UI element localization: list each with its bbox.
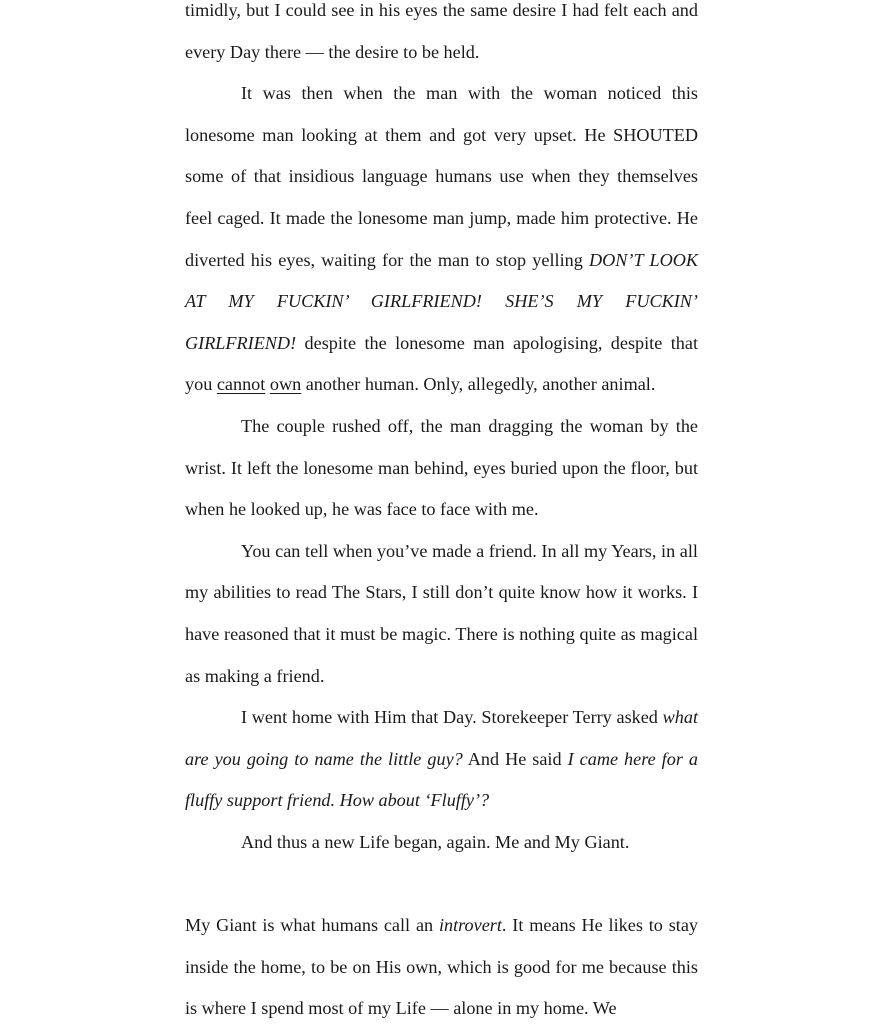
document-page xyxy=(185,0,698,1030)
paragraph-6-text: And thus a new Life began, again. Me and My Giant. xyxy=(241,831,630,852)
paragraph-2 xyxy=(185,73,698,406)
paragraph-1-text: timidly, but I could see in his eyes the same desire I had felt each and every Day there — the desire to be held. xyxy=(185,0,698,62)
underlined-word-cannot: cannot xyxy=(216,374,266,395)
section-break xyxy=(185,863,698,905)
paragraph-2-shout-italic: DON’T LOOK AT MY FUCKIN’ GIRLFRIEND! SHE’S MY FUCKIN’ GIRLFRIEND! xyxy=(185,249,698,353)
paragraph-5-text-a: I went home with Him that Day. Storekeeper Terry asked xyxy=(241,707,663,728)
paragraph-5 xyxy=(185,697,698,822)
paragraph-5-reply-italic: I came here for a fluffy support friend. How about ‘Fluffy’? xyxy=(185,748,698,811)
paragraph-2-text-c: another human. Only, allegedly, another animal. xyxy=(301,374,656,395)
paragraph-2-text-a: It was then when the man with the woman noticed this lonesome man looking at them and got very upset. He SHOUTED some of that insidious language humans use when they themselves feel caged. It made the lonesome man jump, made him protective. He diverted his eyes, waiting for the man to stop yelling xyxy=(185,83,698,270)
paragraph-3 xyxy=(185,406,698,531)
paragraph-7-text-b: . It means He likes to stay inside the home, to be on His own, which is good for me because this is where I spend most of my Life — alone in my home. We xyxy=(185,915,698,1019)
paragraph-7-introvert-italic: introvert xyxy=(438,915,502,936)
underlined-word-own: own xyxy=(269,374,302,395)
paragraph-5-question-italic: what are you going to name the little guy? xyxy=(185,707,698,769)
paragraph-6 xyxy=(185,822,698,864)
paragraph-2-text-b: despite the lonesome man apologising, despite that you xyxy=(185,332,698,395)
paragraph-4 xyxy=(185,531,698,697)
paragraph-7 xyxy=(185,905,698,1030)
paragraph-5-text-b: And He said xyxy=(462,748,568,769)
paragraph-4-text: You can tell when you’ve made a friend. In all my Years, in all my abilities to read The Stars, I still don’t quite know how it works. I have reasoned that it must be magic. There is nothing quite as magical as making a friend. xyxy=(185,540,698,686)
paragraph-3-text: The couple rushed off, the man dragging the woman by the wrist. It left the lonesome man behind, eyes buried upon the floor, but when he looked up, he was face to face with me. xyxy=(185,415,698,520)
paragraph-1 xyxy=(185,0,698,73)
paragraph-7-text-a: My Giant is what humans call an xyxy=(185,915,439,936)
